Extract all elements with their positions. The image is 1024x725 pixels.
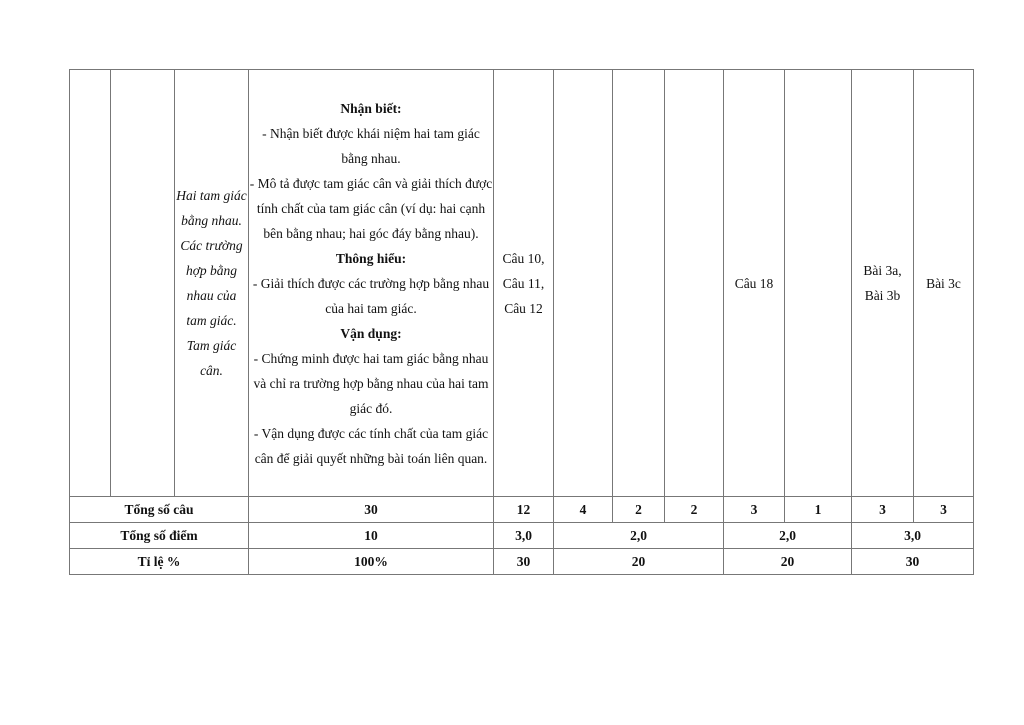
requirement-text: - Chứng minh được hai tam giác bằng nhau và chỉ ra trường hợp bằng nhau của hai tam giác đó.: [253, 350, 489, 416]
row-label: Tổng số câu: [70, 497, 249, 523]
requirement-text: - Nhận biết được khái niệm hai tam giác bằng nhau.: [262, 125, 480, 166]
question-cell: [494, 70, 554, 497]
empty-cell: [613, 70, 665, 497]
requirements-cell: [249, 70, 494, 497]
value-cell: 3: [914, 497, 974, 523]
value-cell: 3: [724, 497, 785, 523]
value-cell: 2: [665, 497, 724, 523]
content-row: [70, 70, 974, 497]
question-cell: Bài 3c: [914, 70, 974, 497]
question-ref: Câu 12: [504, 300, 543, 316]
row-total: 100%: [249, 549, 494, 575]
value-cell: 2: [613, 497, 665, 523]
empty-cell: [665, 70, 724, 497]
value-cell: 3,0: [494, 523, 554, 549]
question-cell: [852, 70, 914, 497]
requirement-text: - Mô tả được tam giác cân và giải thích được tính chất của tam giác cân (ví dụ: hai cạnh bên bằng nhau; hai góc đáy bằng nhau).: [249, 175, 493, 241]
total-points-row: [70, 523, 974, 549]
value-cell: 1: [785, 497, 852, 523]
value-cell: 30: [494, 549, 554, 575]
empty-cell: [554, 70, 613, 497]
value-cell: 2,0: [724, 523, 852, 549]
empty-cell: [70, 70, 111, 497]
value-cell: 30: [852, 549, 974, 575]
level-heading: Vận dụng:: [340, 325, 402, 341]
empty-cell: [785, 70, 852, 497]
percent-row: [70, 549, 974, 575]
value-cell: 20: [724, 549, 852, 575]
question-ref: Bài 3b: [864, 288, 901, 303]
row-label: Tỉ lệ %: [70, 549, 249, 575]
question-ref: Câu 10,: [502, 250, 545, 266]
row-total: 30: [249, 497, 494, 523]
requirement-text: - Giải thích được các trường hợp bằng nhau của hai tam giác.: [252, 275, 490, 316]
specification-table: [69, 69, 974, 575]
value-cell: 20: [554, 549, 724, 575]
question-cell: Câu 18: [724, 70, 785, 497]
total-questions-row: [70, 497, 974, 523]
question-ref: Câu 11,: [502, 275, 545, 291]
value-cell: 2,0: [554, 523, 724, 549]
value-cell: 12: [494, 497, 554, 523]
row-total: 10: [249, 523, 494, 549]
requirement-text: - Vận dụng được các tính chất của tam giác cân để giải quyết những bài toán liên quan.: [253, 425, 489, 466]
level-heading: Nhận biết:: [340, 100, 402, 116]
empty-cell: [111, 70, 175, 497]
value-cell: 3,0: [852, 523, 974, 549]
value-cell: 4: [554, 497, 613, 523]
level-heading: Thông hiểu:: [335, 250, 407, 266]
row-label: Tổng số điểm: [70, 523, 249, 549]
topic-cell: Hai tam giác bằng nhau. Các trường hợp bằng nhau của tam giác. Tam giác cân.: [175, 70, 249, 497]
value-cell: 3: [852, 497, 914, 523]
question-ref: Bài 3a,: [863, 263, 902, 278]
